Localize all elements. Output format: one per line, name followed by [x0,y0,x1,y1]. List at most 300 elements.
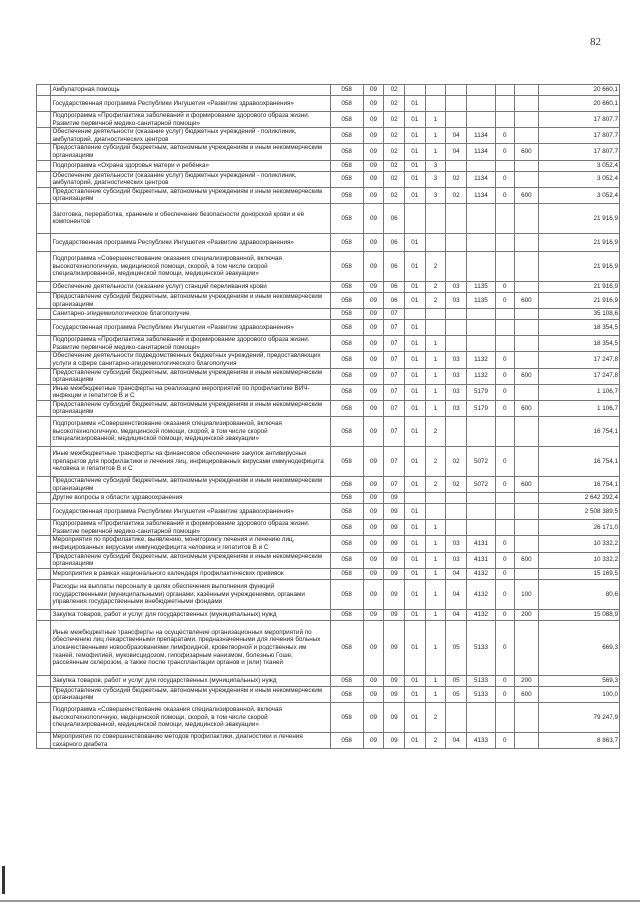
row-subsection-code: 02 [384,112,405,128]
row-margin-cell [37,368,51,384]
row-program-code: 01 [404,686,425,702]
row-sub-direction-code [495,251,514,281]
row-ministry-code: 058 [330,128,363,144]
row-subsection-code: 09 [384,703,405,733]
row-ministry-code: 058 [330,368,363,384]
row-sub-direction-code [495,417,514,447]
row-amount: 17 807,7 [539,128,620,144]
row-program-code: 01 [404,352,425,368]
row-name: Подпрограмма «Охрана здоровья матери и ребёнка» [51,160,330,171]
row-ministry-code: 058 [330,336,363,352]
row-section-code: 09 [363,368,384,384]
row-section-code: 09 [363,579,384,609]
row-direction-code: 1135 [466,292,495,308]
row-subsection-code: 02 [384,171,405,187]
row-program-code: 01 [404,552,425,568]
row-name: Предоставление субсидий бюджетным, автономным учреждениям и иным некоммерческим организациям [51,686,330,702]
row-subprogram-code: 3 [425,187,446,203]
row-expense-type-code: 100 [514,579,539,609]
row-activity-code: 04 [446,609,467,620]
row-subsection-code: 07 [384,352,405,368]
row-expense-type-code [514,320,539,336]
row-section-code: 09 [363,504,384,520]
row-section-code: 09 [363,686,384,702]
row-subprogram-code: 2 [425,281,446,292]
row-margin-cell [37,336,51,352]
table-row [37,144,620,160]
row-margin-cell [37,504,51,520]
row-margin-cell [37,733,51,749]
row-sub-direction-code: 0 [495,686,514,702]
row-expense-type-code: 600 [514,144,539,160]
row-amount: 21 916,9 [539,281,620,292]
row-sub-direction-code [495,703,514,733]
row-sub-direction-code: 0 [495,384,514,400]
row-name: Предоставление субсидий бюджетным, автономным учреждениям и иным некоммерческим организациям [51,187,330,203]
row-amount: 3 052,4 [539,187,620,203]
row-amount: 2 642 292,4 [539,493,620,504]
row-ministry-code: 058 [330,552,363,568]
row-program-code: 01 [404,320,425,336]
row-activity-code [446,251,467,281]
row-subsection-code: 07 [384,336,405,352]
row-ministry-code: 058 [330,320,363,336]
table-body [37,85,620,749]
table-row [37,417,620,447]
row-activity-code: 05 [446,675,467,686]
row-program-code: 01 [404,536,425,552]
row-section-code: 09 [363,536,384,552]
row-section-code: 09 [363,112,384,128]
row-expense-type-code [514,112,539,128]
table-row [37,477,620,493]
row-expense-type-code [514,233,539,251]
row-sub-direction-code [495,233,514,251]
row-amount: 80,6 [539,579,620,609]
table-row [37,352,620,368]
row-subsection-code: 09 [384,493,405,504]
row-subsection-code: 09 [384,686,405,702]
row-direction-code: 5179 [466,400,495,416]
row-direction-code: 5133 [466,675,495,686]
row-margin-cell [37,477,51,493]
row-subprogram-code: 1 [425,128,446,144]
row-name: Иные межбюджетные трансферты на финансовое обеспечение закупок антивирусных препаратов для профилактики и лечения лиц, инфицированных вирусами иммунодефицита человека и гепатитов В и С [51,447,330,477]
row-activity-code [446,203,467,233]
row-direction-code: 5133 [466,686,495,702]
row-subprogram-code: 1 [425,336,446,352]
row-margin-cell [37,281,51,292]
row-subprogram-code: 2 [425,251,446,281]
table-row [37,536,620,552]
row-sub-direction-code: 0 [495,536,514,552]
table-row [37,620,620,675]
row-expense-type-code [514,309,539,320]
row-name: Предоставление субсидий бюджетным, автономным учреждениям и иным некоммерческим организациям [51,368,330,384]
row-subprogram-code [425,96,446,112]
row-amount: 15 088,9 [539,609,620,620]
row-subsection-code: 09 [384,536,405,552]
row-direction-code: 4132 [466,609,495,620]
row-direction-code [466,96,495,112]
row-subprogram-code [425,320,446,336]
row-name: Подпрограмма «Совершенствование оказания специализированной, включая высокотехнологичную, медицинской помощи, скорой, в том числе скорой специализированной, медицинской помощи, медицинской эвакуации» [51,703,330,733]
row-program-code: 01 [404,579,425,609]
row-direction-code [466,336,495,352]
row-program-code: 01 [404,112,425,128]
row-program-code: 01 [404,160,425,171]
row-name: Предоставление субсидий бюджетным, автономным учреждениям и иным некоммерческим организациям [51,292,330,308]
row-sub-direction-code: 0 [495,400,514,416]
row-ministry-code: 058 [330,309,363,320]
row-program-code: 01 [404,384,425,400]
row-margin-cell [37,520,51,536]
row-amount: 17 247,8 [539,368,620,384]
row-direction-code [466,309,495,320]
budget-sheet [36,84,620,749]
row-expense-type-code [514,384,539,400]
row-amount: 569,3 [539,675,620,686]
row-amount: 10 332,2 [539,536,620,552]
row-subsection-code: 09 [384,620,405,675]
row-expense-type-code: 600 [514,552,539,568]
row-section-code: 09 [363,552,384,568]
row-name: Подпрограмма «Совершенствование оказания специализированной, включая высокотехнологичную, медицинской помощи, скорой, в том числе скорой специализированной, медицинской помощи, медицинской эвакуации» [51,251,330,281]
row-ministry-code: 058 [330,384,363,400]
row-name: Закупка товаров, работ и услуг для государственных (муниципальных) нужд [51,675,330,686]
row-amount: 17 247,8 [539,352,620,368]
row-program-code: 01 [404,96,425,112]
row-subsection-code: 07 [384,368,405,384]
table-row [37,187,620,203]
row-expense-type-code [514,171,539,187]
row-expense-type-code [514,733,539,749]
row-ministry-code: 058 [330,144,363,160]
row-margin-cell [37,493,51,504]
row-sub-direction-code: 0 [495,733,514,749]
row-activity-code [446,112,467,128]
row-subprogram-code: 1 [425,368,446,384]
row-section-code: 09 [363,171,384,187]
row-activity-code: 04 [446,733,467,749]
row-subsection-code: 02 [384,85,405,96]
row-activity-code: 05 [446,686,467,702]
row-expense-type-code: 600 [514,686,539,702]
row-name: Государственная программа Республики Ингушетия «Развитие здравоохранения» [51,233,330,251]
row-name: Мероприятия по профилактике, выявлению, мониторингу лечения и лечению лиц, инфицированных вирусами иммунодефицита человека и гепатитов В и С [51,536,330,552]
row-direction-code: 1132 [466,352,495,368]
row-activity-code: 05 [446,620,467,675]
row-activity-code: 02 [446,171,467,187]
row-subsection-code: 09 [384,552,405,568]
row-activity-code: 02 [446,187,467,203]
row-subsection-code: 07 [384,309,405,320]
row-subsection-code: 02 [384,144,405,160]
row-margin-cell [37,609,51,620]
row-direction-code: 1134 [466,144,495,160]
row-name: Подпрограмма «Профилактика заболеваний и формирование здорового образа жизни. Развитие первичной медико-санитарной помощи» [51,112,330,128]
row-ministry-code: 058 [330,251,363,281]
row-program-code: 01 [404,233,425,251]
row-amount: 100,0 [539,686,620,702]
row-subsection-code: 09 [384,609,405,620]
row-expense-type-code: 600 [514,477,539,493]
row-activity-code: 02 [446,477,467,493]
row-subprogram-code: 1 [425,384,446,400]
row-ministry-code: 058 [330,281,363,292]
row-margin-cell [37,579,51,609]
row-subsection-code: 07 [384,477,405,493]
row-amount: 669,3 [539,620,620,675]
table-row [37,309,620,320]
table-row [37,520,620,536]
row-program-code [404,493,425,504]
row-expense-type-code [514,128,539,144]
row-expense-type-code: 600 [514,187,539,203]
row-subprogram-code: 1 [425,609,446,620]
row-subsection-code: 06 [384,203,405,233]
row-name: Мероприятия по совершенствованию методов профилактики, диагностики и лечения сахарного диабета [51,733,330,749]
row-activity-code: 03 [446,400,467,416]
row-subsection-code: 09 [384,520,405,536]
row-subprogram-code [425,85,446,96]
page-number: 82 [590,36,601,48]
row-subprogram-code: 1 [425,675,446,686]
row-margin-cell [37,384,51,400]
row-section-code: 09 [363,128,384,144]
row-margin-cell [37,187,51,203]
row-subprogram-code: 2 [425,703,446,733]
row-section-code: 09 [363,675,384,686]
row-margin-cell [37,85,51,96]
row-name: Подпрограмма «Профилактика заболеваний и формирование здорового образа жизни. Развитие первичной медико-санитарной помощи» [51,520,330,536]
row-subprogram-code [425,493,446,504]
row-direction-code: 4133 [466,733,495,749]
row-activity-code: 03 [446,368,467,384]
row-sub-direction-code: 0 [495,352,514,368]
row-section-code: 09 [363,309,384,320]
row-amount: 79 247,9 [539,703,620,733]
row-sub-direction-code: 0 [495,128,514,144]
table-row [37,579,620,609]
row-amount: 8 863,7 [539,733,620,749]
row-subprogram-code: 1 [425,568,446,579]
row-amount: 15 169,5 [539,568,620,579]
row-direction-code [466,703,495,733]
row-sub-direction-code [495,493,514,504]
row-direction-code [466,85,495,96]
row-direction-code [466,520,495,536]
row-sub-direction-code [495,203,514,233]
row-ministry-code: 058 [330,620,363,675]
row-subprogram-code: 1 [425,620,446,675]
row-section-code: 09 [363,187,384,203]
row-subsection-code: 07 [384,447,405,477]
row-direction-code: 5072 [466,447,495,477]
row-ministry-code: 058 [330,568,363,579]
row-section-code: 09 [363,233,384,251]
row-amount: 16 754,1 [539,447,620,477]
row-direction-code [466,160,495,171]
row-section-code: 09 [363,609,384,620]
row-activity-code [446,233,467,251]
row-amount: 21 916,9 [539,251,620,281]
row-program-code: 01 [404,292,425,308]
row-program-code: 01 [404,128,425,144]
row-activity-code: 03 [446,352,467,368]
row-margin-cell [37,400,51,416]
row-program-code: 01 [404,703,425,733]
table-row [37,568,620,579]
table-row [37,85,620,96]
row-activity-code [446,85,467,96]
row-activity-code [446,336,467,352]
row-amount: 1 106,7 [539,384,620,400]
row-margin-cell [37,160,51,171]
row-subsection-code: 06 [384,251,405,281]
row-sub-direction-code: 0 [495,281,514,292]
table-row [37,281,620,292]
row-activity-code: 04 [446,144,467,160]
row-direction-code [466,233,495,251]
row-section-code: 09 [363,160,384,171]
row-name: Обеспечение деятельности (оказание услуг) бюджетных учреждений - поликлиник, амбулаторий, диагностических центров [51,128,330,144]
row-expense-type-code [514,504,539,520]
table-row [37,203,620,233]
row-subprogram-code: 1 [425,686,446,702]
row-program-code: 01 [404,336,425,352]
row-sub-direction-code: 0 [495,171,514,187]
row-program-code: 01 [404,477,425,493]
row-sub-direction-code [495,504,514,520]
row-direction-code: 4131 [466,552,495,568]
row-ministry-code: 058 [330,686,363,702]
row-subsection-code: 07 [384,384,405,400]
row-direction-code [466,504,495,520]
row-amount: 17 807,7 [539,144,620,160]
row-ministry-code: 058 [330,352,363,368]
table-row [37,233,620,251]
row-section-code: 09 [363,281,384,292]
row-subsection-code: 07 [384,320,405,336]
row-ministry-code: 058 [330,292,363,308]
row-expense-type-code [514,85,539,96]
row-subsection-code: 07 [384,400,405,416]
row-amount: 16 754,1 [539,417,620,447]
row-name: Иные межбюджетные трансферты на реализацию мероприятий по профилактике ВИЧ-инфекции и гепатитов В и С [51,384,330,400]
row-section-code: 09 [363,292,384,308]
row-name: Государственная программа Республики Ингушетия «Развитие здравоохранения» [51,504,330,520]
row-amount: 20 660,1 [539,85,620,96]
row-subsection-code: 09 [384,675,405,686]
row-section-code: 09 [363,703,384,733]
row-subprogram-code: 3 [425,171,446,187]
row-direction-code [466,417,495,447]
row-subsection-code: 09 [384,568,405,579]
table-row [37,504,620,520]
row-subsection-code: 07 [384,417,405,447]
row-section-code: 09 [363,352,384,368]
row-program-code: 01 [404,733,425,749]
row-amount: 20 660,1 [539,96,620,112]
row-sub-direction-code [495,112,514,128]
row-expense-type-code [514,160,539,171]
table-row [37,552,620,568]
row-ministry-code: 058 [330,96,363,112]
row-margin-cell [37,552,51,568]
table-row [37,384,620,400]
row-direction-code: 1134 [466,171,495,187]
row-sub-direction-code: 0 [495,187,514,203]
row-name: Закупка товаров, работ и услуг для государственных (муниципальных) нужд [51,609,330,620]
row-margin-cell [37,128,51,144]
row-expense-type-code [514,281,539,292]
row-amount: 2 508 389,5 [539,504,620,520]
row-activity-code [446,520,467,536]
row-ministry-code: 058 [330,187,363,203]
row-name: Заготовка, переработка, хранение и обеспечение безопасности донорской крови и её компонентов [51,203,330,233]
row-direction-code: 5072 [466,477,495,493]
row-direction-code: 1135 [466,281,495,292]
row-program-code: 01 [404,171,425,187]
row-activity-code [446,493,467,504]
row-sub-direction-code: 0 [495,579,514,609]
row-program-code: 01 [404,504,425,520]
row-name: Обеспечение деятельности подведомственных бюджетных учреждений, предоставляющих услуги в сфере санитарно-эпидемиологического благополучия [51,352,330,368]
row-section-code: 09 [363,203,384,233]
row-name: Государственная программа Республики Ингушетия «Развитие здравоохранения» [51,320,330,336]
row-program-code: 01 [404,675,425,686]
table-row [37,96,620,112]
row-margin-cell [37,703,51,733]
table-row [37,320,620,336]
row-direction-code: 4132 [466,579,495,609]
row-subprogram-code: 1 [425,400,446,416]
row-section-code: 09 [363,384,384,400]
row-name: Подпрограмма «Совершенствование оказания специализированной, включая высокотехнологичную, медицинской помощи, скорой, в том числе скорой специализированной, медицинской помощи, медицинской эвакуации» [51,417,330,447]
row-activity-code [446,417,467,447]
row-ministry-code: 058 [330,477,363,493]
row-subsection-code: 02 [384,96,405,112]
row-program-code [404,309,425,320]
row-subsection-code: 09 [384,733,405,749]
row-amount: 21 916,9 [539,233,620,251]
row-name: Предоставление субсидий бюджетным, автономным учреждениям и иным некоммерческим организациям [51,552,330,568]
row-margin-cell [37,309,51,320]
row-name: Мероприятия в рамках национального календаря профилактических прививок [51,568,330,579]
table-row [37,112,620,128]
row-ministry-code: 058 [330,160,363,171]
row-direction-code [466,320,495,336]
table-row [37,368,620,384]
row-section-code: 09 [363,96,384,112]
row-subprogram-code [425,203,446,233]
table-row [37,251,620,281]
row-activity-code: 04 [446,568,467,579]
row-sub-direction-code [495,85,514,96]
row-margin-cell [37,620,51,675]
row-name: Расходы на выплаты персоналу в целях обеспечения выполнения функций государственными (муниципальными) органами, казёнными учреждениями, органами управления государственными внебюджетными фондами [51,579,330,609]
row-amount: 35 108,6 [539,309,620,320]
row-subprogram-code: 1 [425,112,446,128]
row-ministry-code: 058 [330,171,363,187]
row-activity-code: 04 [446,128,467,144]
row-name: Обеспечение деятельности (оказание услуг) станций переливания крови [51,281,330,292]
row-expense-type-code [514,568,539,579]
row-sub-direction-code: 0 [495,609,514,620]
table-row [37,609,620,620]
row-name: Санитарно-эпидемиологическое благополучие [51,309,330,320]
